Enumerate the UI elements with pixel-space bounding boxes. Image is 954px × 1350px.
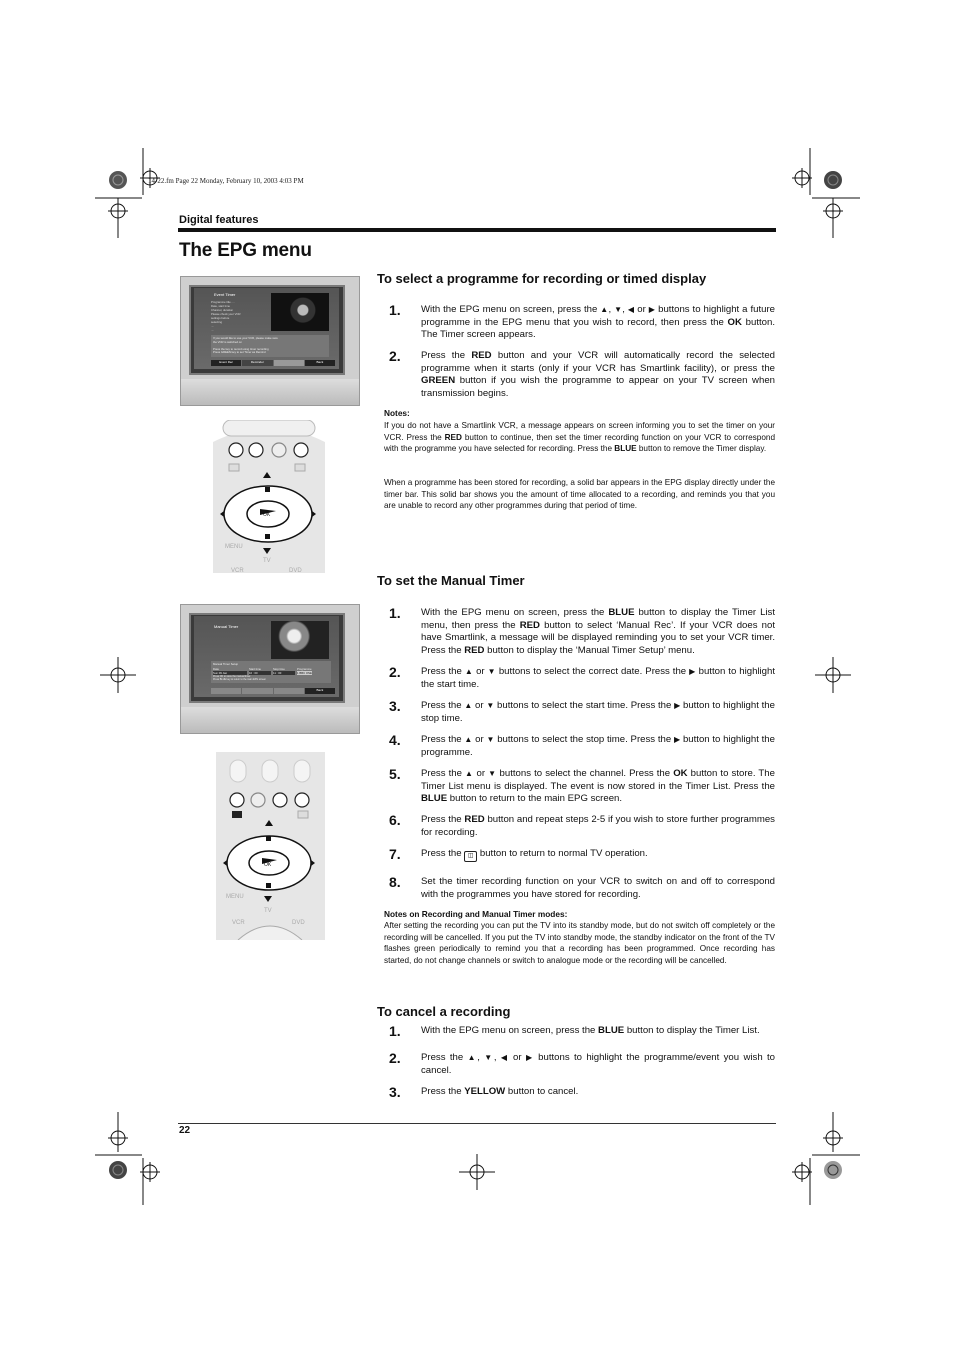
s2-step-5: 5. Press the ▲ or ▼ buttons to select the channel. Press the OK button to store. The Timer List menu is displayed. The event is now stored in the Timer List. Press the BLUE button to return to the main EPG screen. — [389, 766, 775, 804]
remote-1-tv-label: TV — [263, 558, 271, 564]
tv2-button-bar: Back — [211, 688, 335, 694]
tv2-video — [271, 621, 329, 659]
tv2-title: Manual Timer — [214, 624, 239, 629]
header-rule — [178, 228, 776, 232]
s3-step-3: 3. Press the YELLOW button to cancel. — [389, 1084, 579, 1100]
remote-2-tv-label: TV — [264, 908, 272, 914]
remote-control-illustration-1 — [213, 420, 325, 573]
tv1-details: Programme title .... Date, start time Channel, duration Please check your VCR settings before selecting .... .... — [211, 300, 241, 332]
heading-cancel-recording: To cancel a recording — [377, 1004, 511, 1019]
heading-manual-timer: To set the Manual Timer — [377, 573, 525, 588]
remote-1-dvd-label: DVD — [289, 568, 302, 573]
tv-illustration-manual-timer — [180, 604, 360, 734]
s2-step-2: 2. Press the ▲ or ▼ buttons to select the correct date. Press the ▶ button to highlight the start time. — [389, 664, 775, 690]
tv1-video — [271, 293, 329, 331]
s2-notes-heading: Notes on Recording and Manual Timer modes: — [384, 909, 568, 919]
s2-note-1: After setting the recording you can put the TV into its standby mode, but do not switch off completely or the recording will be cancelled. If you put the TV into standby mode, the standby indicator on the front of the TV flashes green periodically to remind you that a recording has been programmed. Once recording has started, do not change channels or switch to analogue mode or the recording will be cancelled. — [384, 921, 775, 965]
remote-1-menu-label: MENU — [225, 544, 243, 550]
remote-2-vcr-label: VCR — [232, 920, 245, 926]
s2-step-7: 7. Press the ◫ button to return to normal TV operation. — [389, 846, 648, 862]
page-number: 22 — [179, 1125, 191, 1136]
s3-step-1: 1. With the EPG menu on screen, press the BLUE button to display the Timer List. — [389, 1023, 760, 1039]
s2-step-6: 6. Press the RED button and repeat steps 2-5 if you wish to store further programmes for recording. — [389, 812, 775, 838]
tv1-message-box: If you would like to use your VCR, please make sure the VCR is switched on Press the key to record using timer recording Press GREEN key to set Timer as Remind — [211, 335, 329, 357]
tv2-setup-box: Manual Timer Setup Date Start time Stop time Programme Sun 09 Jan 10 : 00 11 : 00 1 BBC ONE Press OK to store the manual timer. Press BLUE key to return to the main EPG screen — [211, 661, 331, 683]
heading-select-programme: To select a programme for recording or timed display — [377, 271, 707, 286]
remote-1-vcr-label: VCR — [231, 568, 244, 573]
tv1-title: Event Timer — [214, 292, 236, 297]
s1-note-1: If you do not have a Smartlink VCR, a message appears on screen informing you to set the timer on your VCR. Press the RED button to continue, then set the timer recording function on your VCR to correspond with the programme you have selected for recording. Press the BLUE button to remove the Timer display. — [384, 421, 775, 454]
tv-illustration-event-timer — [180, 276, 360, 406]
remote-2-ok-label: OK — [264, 862, 272, 868]
s2-step-3: 3. Press the ▲ or ▼ buttons to select the start time. Press the ▶ button to highlight the stop time. — [389, 698, 775, 724]
s3-step-2: 2. Press the ▲, ▼, ◀ or ▶ buttons to highlight the programme/event you wish to cancel. — [389, 1050, 776, 1076]
s1-note-2: When a programme has been stored for recording, a solid bar appears in the EPG display directly under the timer bar. This solid bar shows you the amount of time allocated to a recording, and reminds you that you are unable to record any other programmes during that period of time. — [384, 478, 775, 511]
remote-1-svg — [213, 420, 325, 573]
s1-notes-heading: Notes: — [384, 408, 410, 418]
remote-2-dvd-label: DVD — [292, 920, 305, 926]
page-title: The EPG menu — [179, 240, 312, 261]
remote-2-menu-label: MENU — [226, 894, 244, 900]
remote-control-illustration-2 — [216, 752, 325, 940]
print-slug: 14-22.fm Page 22 Monday, February 10, 2003 4:03 PM — [148, 177, 304, 185]
tv1-button-bar: Event Rec Reminder Back — [211, 360, 335, 366]
s2-step-8: 8. Set the timer recording function on your VCR to switch on and off to correspond with the programmes you have stored for recording. — [389, 874, 775, 900]
s2-step-1: 1. With the EPG menu on screen, press the BLUE button to display the Timer List menu, then press the RED button to select ‘Manual Rec’. If your VCR does not have Smartlink, a message will be displayed reminding you to set your VCR timer. Press the RED button to display the ‘Manual Timer Setup’ menu. — [389, 605, 775, 656]
s1-step-2: 2. Press the RED button and your VCR will automatically record the selected programme when it starts (only if your VCR has Smartlink facility), or press the GREEN button if you wish the programme to appear on your TV screen when transmission begins. — [389, 348, 775, 399]
footer-rule — [178, 1123, 776, 1124]
s2-step-4: 4. Press the ▲ or ▼ buttons to select the stop time. Press the ▶ button to highlight the programme. — [389, 732, 775, 758]
remote-1-ok-label: OK — [263, 512, 271, 518]
s1-step-1: 1. With the EPG menu on screen, press the ▲, ▼, ◀ or ▶ buttons to highlight a future programme in the EPG menu that you wish to record, then press the OK button. The Timer screen appears. — [389, 302, 775, 340]
section-label: Digital features — [179, 214, 259, 226]
